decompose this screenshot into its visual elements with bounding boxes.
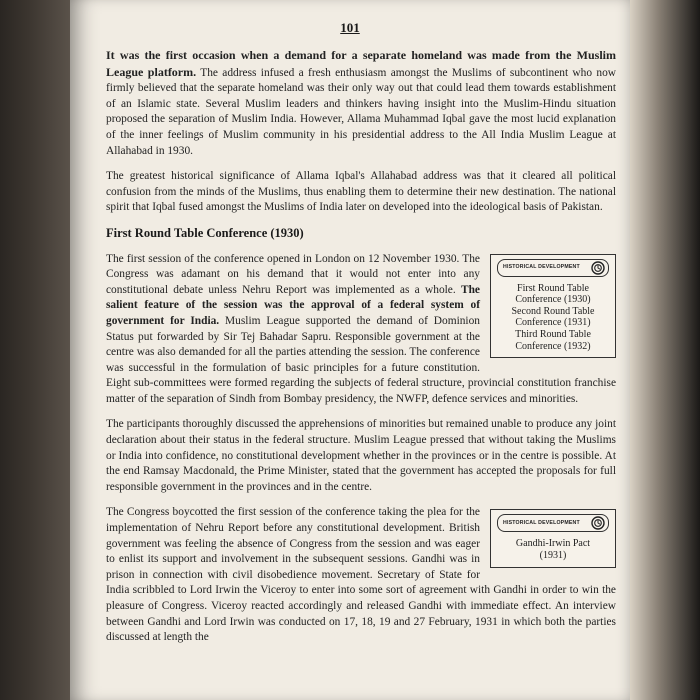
page-edge-shadow — [630, 0, 700, 700]
paragraph-congress-boycott: The Congress boycotted the first session of the conference taking the plea for the implementation of Nehru Report before any constitutional development. British government was feeling the absence of Congress from the session and was eager to enlist its support and involvement in the subsequent sessions. Gandhi was in prison in connection with civil disobedience movement. Secretary of State for India scribbled to Lord Irwin the Viceroy to enter into some sort of agreement with Gandhi in order to win the pleasure of Congress. Viceroy reacted accordingly and released Gandhi with immediate effect. An interview between Gandhi and Lord Irwin was conducted on 17, 18, 19 and 27 February, 1931 in which both the parties discussed at length the — [106, 506, 616, 644]
paragraph-text: Muslim League supported the demand of Dominion Status put forwarded by Sir Tej Bahadar Sapru. Responsible government at the centre was also demanded for all the parties attending the session. The conference was successful in the formulation of basic principles for a future constitution. Eight sub-committees were formed regarding the subjects of federal structure, provincial constitution franchise matter of the separation of Sindh from Bombay presidency, the NWFP, defence services and minorities. — [106, 314, 616, 405]
box-header-label: HISTORICAL DEVELOPMENT — [503, 263, 580, 270]
timeline-icon — [591, 261, 605, 275]
section-heading: First Round Table Conference (1930) — [106, 225, 304, 240]
historical-development-box — [490, 254, 616, 359]
book-spine-shadow — [0, 0, 70, 700]
paragraph-iqbal-address — [106, 48, 616, 159]
box-line: Gandhi-Irwin Pact — [515, 538, 591, 550]
historical-development-box — [490, 509, 616, 567]
box-line: Conference (1931) — [515, 317, 591, 329]
box-line: (1931) — [539, 550, 567, 562]
box-line: Conference (1930) — [515, 294, 591, 306]
paragraph-significance: The greatest historical significance of Allama Iqbal's Allahabad address was that it cleared all political confusion from the minds of the Muslims, thus enabling them to determine their new destination. The national spirit that Iqbal fused amongst the Muslims of India later on developed into the ideological basis of Pakistan. — [106, 170, 616, 214]
paragraph-minorities: The participants thoroughly discussed the apprehensions of minorities but remained unable to produce any joint declaration about their status in the federal structure. Muslim League pressed that without taking the Muslims or India into confidence, no constitutional development whether in the provinces or in the centre is possible. At the end Ramsay Macdonald, the Prime Minister, stated that the government has accepted the proposals for full responsible government in the provinces and in the centre. — [106, 418, 616, 493]
box-header-label: HISTORICAL DEVELOPMENT — [503, 519, 580, 526]
box-line: Third Round Table — [515, 328, 591, 340]
paragraph-highlight: The salient feature of the session was the approval of a federal system of government for India. — [106, 283, 480, 327]
timeline-icon — [591, 516, 605, 530]
paragraph-text: The first session of the conference opened in London on 12 November 1930. The Congress was adamant on his demand that it would not enter into any constitutional debate unless Nehru Report was implemented as a whole. — [106, 252, 480, 296]
box-line: First Round Table — [517, 282, 589, 294]
box-line: Second Round Table — [511, 305, 595, 317]
paragraph-body: The address infused a fresh enthusiasm amongst the Muslims of subcontinent who now firmly believed that the separate homeland was their only way out that could lead them towards establishment of an Islamic state. Several Muslim leaders and thinkers having insight into the Muslim-Hindu situation proposed the separation of Muslim India. However, Allama Muhammad Iqbal gave the most lucid explanation of the inner feelings of Muslim community in his presidential address to the All India Muslim League at Allahabad in 1930. — [106, 66, 616, 157]
box-line: Conference (1932) — [515, 340, 591, 352]
box-header — [497, 259, 609, 277]
page-content — [106, 48, 616, 656]
paragraph-lead: It was the first occasion when a demand for a separate homeland was made from the Muslim League platform. — [106, 48, 616, 79]
book-page — [70, 0, 630, 700]
page-number: 101 — [340, 20, 360, 35]
box-header — [497, 514, 609, 532]
